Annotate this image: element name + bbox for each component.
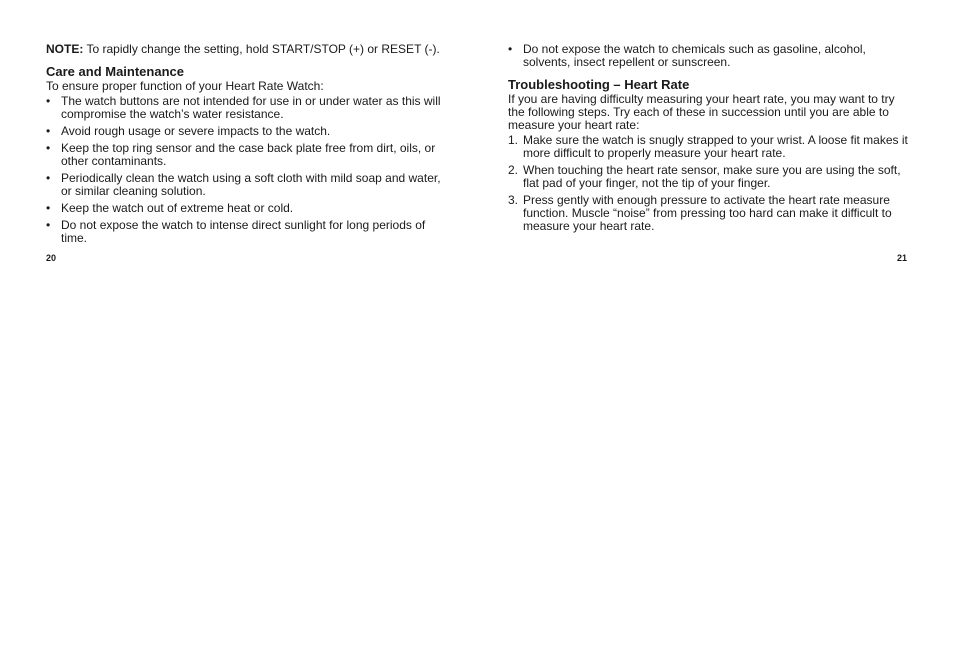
step-text: Make sure the watch is snugly strapped to your wrist. A loose fit makes it more difficult to properly measure your heart rate. [523,133,908,160]
left-page [46,43,448,249]
bullet-marker: • [46,171,51,185]
care-bullet-item [46,95,448,121]
troubleshooting-step [508,194,910,233]
care-bullet-item [46,125,448,138]
bullet-marker: • [508,42,513,56]
care-heading: Care and Maintenance [46,64,184,79]
care-bullet-text: Avoid rough usage or severe impacts to the watch. [61,124,331,138]
care-bullet-text: Do not expose the watch to intense direct sunlight for long periods of time. [61,218,426,245]
troubleshooting-step [508,134,910,160]
care-bullet-item [46,172,448,198]
care-bullet-text: The watch buttons are not intended for use in or under water as this will compromise the watch’s water resistance. [61,94,441,121]
page-number-left: 20 [46,253,57,263]
note-paragraph [46,43,448,56]
chemical-bullet-item [508,43,910,69]
care-bullet-item [46,142,448,168]
note-label: NOTE: [46,42,84,56]
care-bullet-text: Keep the watch out of extreme heat or cold. [61,201,294,215]
bullet-marker: • [46,201,51,215]
chemical-bullet-text: Do not expose the watch to chemicals such as gasoline, alcohol, solvents, insect repellent or sunscreen. [523,42,866,69]
step-text: Press gently with enough pressure to activate the heart rate measure function. Muscle “noise” from pressing too hard can make it difficult to measure your heart rate. [523,193,892,233]
bullet-marker: • [46,124,51,138]
care-bullet-text: Keep the top ring sensor and the case back plate free from dirt, oils, or other contaminants. [61,141,436,168]
care-bullet-item [46,202,448,215]
step-number: 2. [508,163,519,177]
step-text: When touching the heart rate sensor, make sure you are using the soft, flat pad of your finger, not the tip of your finger. [523,163,901,190]
care-bullet-list [46,95,448,245]
care-bullet-text: Periodically clean the watch using a soft cloth with mild soap and water, or similar cleaning solution. [61,171,441,198]
step-number: 1. [508,133,519,147]
step-number: 3. [508,193,519,207]
chemical-bullet-list [508,43,910,69]
bullet-marker: • [46,218,51,232]
right-page [508,43,910,237]
bullet-marker: • [46,94,51,108]
care-intro: To ensure proper function of your Heart Rate Watch: [46,79,324,93]
troubleshooting-step [508,164,910,190]
troubleshooting-heading: Troubleshooting – Heart Rate [508,77,690,92]
troubleshooting-intro: If you are having difficulty measuring your heart rate, you may want to try the following steps. Try each of these in succession until you are able to measure your heart rate: [508,92,895,132]
page-number-right: 21 [897,253,908,263]
care-bullet-item [46,219,448,245]
bullet-marker: • [46,141,51,155]
note-text: To rapidly change the setting, hold START/STOP (+) or RESET (-). [83,42,440,56]
troubleshooting-step-list [508,134,910,233]
